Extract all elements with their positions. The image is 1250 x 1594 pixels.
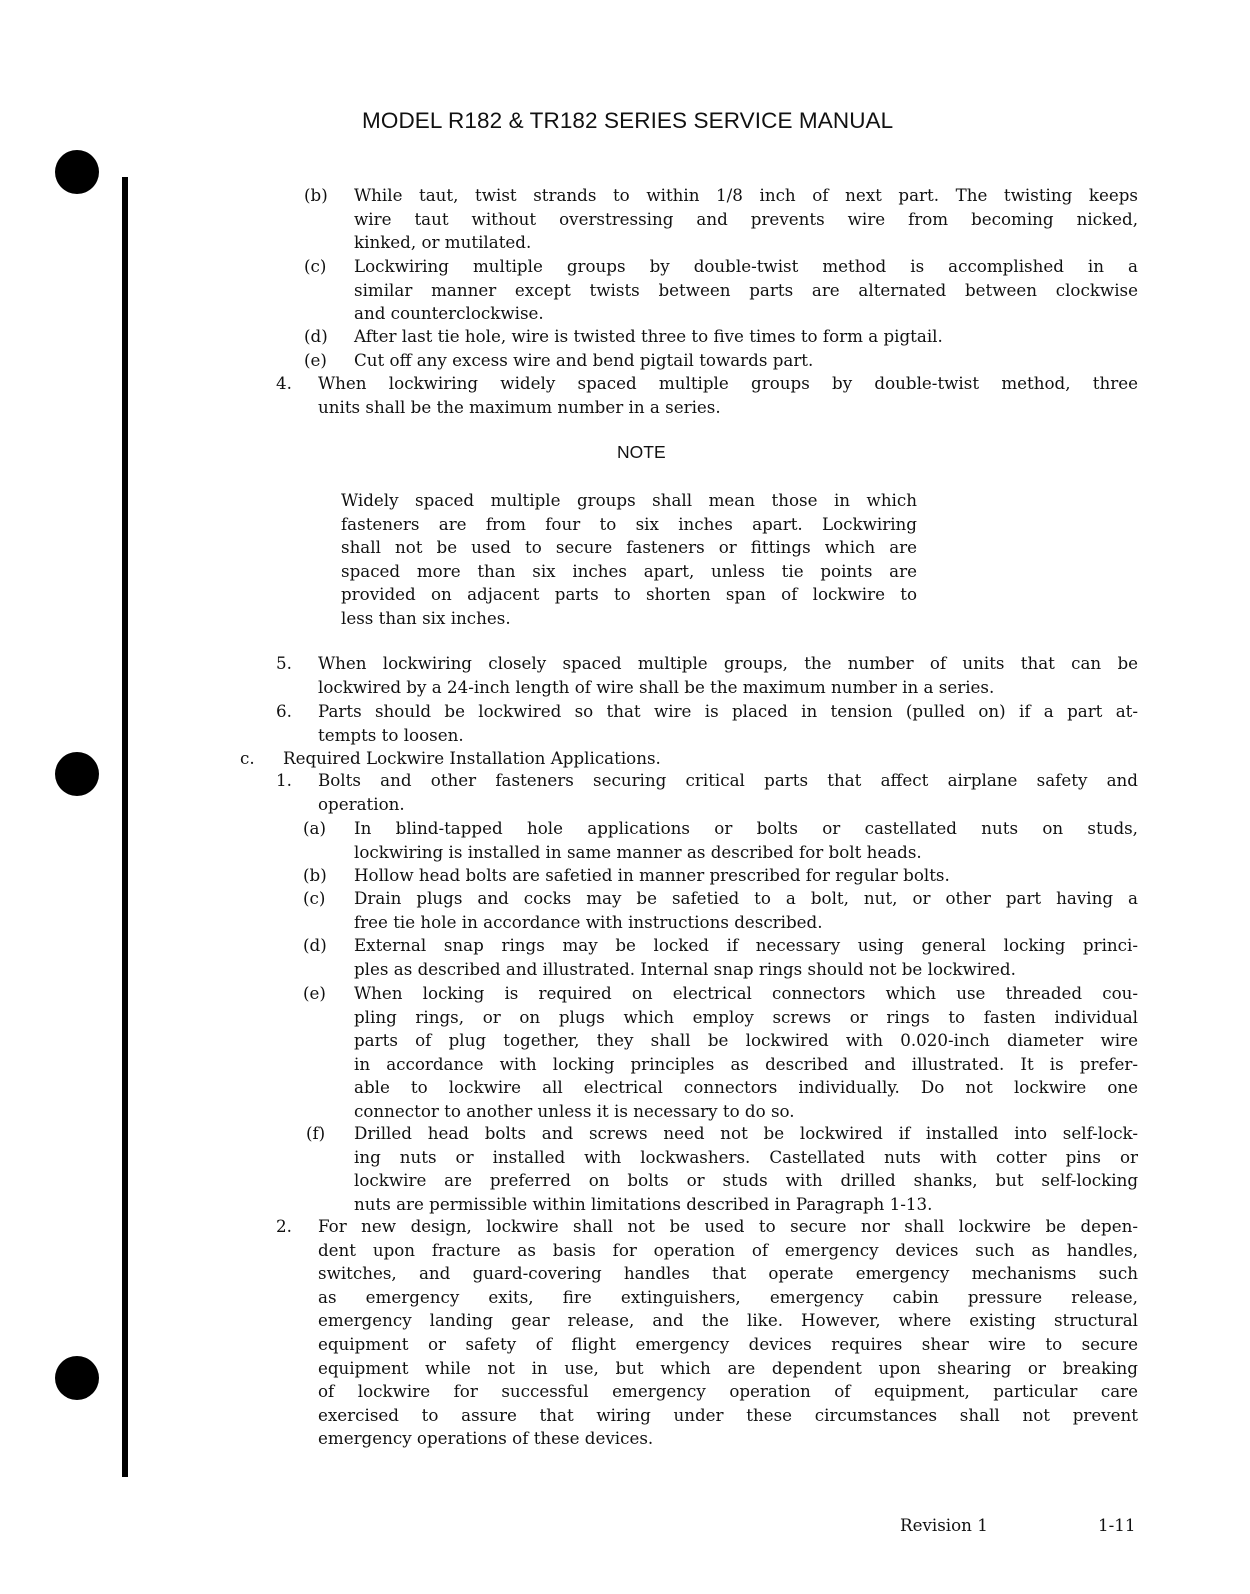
paragraph-line: When lockwiring closely spaced multiple groups, the number of units that can be bbox=[318, 653, 1138, 673]
item-label: 4. bbox=[276, 373, 292, 393]
paragraph-line: After last tie hole, wire is twisted three to five times to form a pigtail. bbox=[354, 326, 943, 346]
paragraph-line: In blind-tapped hole applications or bolts or castellated nuts on studs, bbox=[354, 818, 1138, 838]
page-title: MODEL R182 & TR182 SERIES SERVICE MANUAL bbox=[362, 108, 894, 133]
paragraph-line: Parts should be lockwired so that wire is placed in tension (pulled on) if a part at- bbox=[318, 701, 1138, 721]
binder-hole-middle bbox=[55, 752, 99, 796]
item-label: (e) bbox=[303, 983, 326, 1003]
paragraph-line: When lockwiring widely spaced multiple groups by double-twist method, three bbox=[318, 373, 1138, 393]
paragraph-line: in accordance with locking principles as described and illustrated. It is prefer- bbox=[354, 1053, 1138, 1074]
note-text-line: fasteners are from four to six inches apart. Lockwiring bbox=[341, 513, 917, 534]
paragraph-line: Hollow head bolts are safetied in manner prescribed for regular bolts. bbox=[354, 865, 950, 885]
paragraph-line: able to lockwire all electrical connectors individually. Do not lockwire one bbox=[354, 1077, 1138, 1098]
paragraph-line: lockwired by a 24-inch length of wire shall be the maximum number in a series. bbox=[318, 676, 995, 697]
paragraph-line: ples as described and illustrated. Internal snap rings should not be lockwired. bbox=[354, 958, 1016, 979]
paragraph-line: pling rings, or on plugs which employ screws or rings to fasten individual bbox=[354, 1006, 1138, 1027]
paragraph-line: connector to another unless it is necessary to do so. bbox=[354, 1101, 795, 1121]
paragraph-line: switches, and guard-covering handles that operate emergency mechanisms such bbox=[318, 1263, 1138, 1284]
note-text-line: less than six inches. bbox=[341, 608, 511, 628]
paragraph-line: similar manner except twists between parts are alternated between clockwise bbox=[354, 279, 1138, 300]
item-label: 1. bbox=[276, 770, 292, 790]
paragraph-line: Cut off any excess wire and bend pigtail towards part. bbox=[354, 350, 814, 370]
note-text-line: spaced more than six inches apart, unless tie points are bbox=[341, 560, 917, 581]
item-label: 2. bbox=[276, 1216, 292, 1236]
paragraph-line: equipment while not in use, but which are dependent upon shearing or breaking bbox=[318, 1357, 1138, 1378]
item-label: (a) bbox=[303, 818, 326, 838]
paragraph-line: Drain plugs and cocks may be safetied to a bolt, nut, or other part having a bbox=[354, 888, 1138, 908]
paragraph-line: lockwiring is installed in same manner as described for bolt heads. bbox=[354, 841, 922, 862]
page-number: 1-11 bbox=[1098, 1515, 1136, 1535]
paragraph-line: free tie hole in accordance with instructions described. bbox=[354, 911, 823, 932]
item-label: 5. bbox=[276, 653, 292, 673]
paragraph-line: While taut, twist strands to within 1/8 inch of next part. The twisting keeps bbox=[354, 185, 1138, 205]
binder-hole-bottom bbox=[55, 1356, 99, 1400]
paragraph-line: dent upon fracture as basis for operation of emergency devices such as handles, bbox=[318, 1239, 1138, 1260]
item-label: (c) bbox=[304, 256, 327, 276]
paragraph-line: parts of plug together, they shall be lockwired with 0.020-inch diameter wire bbox=[354, 1030, 1138, 1051]
note-text-line: shall not be used to secure fasteners or fittings which are bbox=[341, 537, 917, 558]
item-label: (c) bbox=[303, 888, 326, 908]
paragraph-line: equipment or safety of flight emergency devices requires shear wire to secure bbox=[318, 1334, 1138, 1354]
paragraph-line: Drilled head bolts and screws need not be lockwired if installed into self-lock- bbox=[354, 1123, 1138, 1143]
paragraph-line: operation. bbox=[318, 793, 405, 814]
paragraph-line: External snap rings may be locked if necessary using general locking princi- bbox=[354, 935, 1138, 955]
paragraph-line: wire taut without overstressing and prevents wire from becoming nicked, bbox=[354, 208, 1138, 229]
note-text-line: Widely spaced multiple groups shall mean those in which bbox=[341, 490, 917, 510]
paragraph-line: kinked, or mutilated. bbox=[354, 232, 532, 253]
paragraph-line: Bolts and other fasteners securing critical parts that affect airplane safety and bbox=[318, 770, 1138, 790]
item-label: (d) bbox=[304, 326, 328, 346]
item-label: (d) bbox=[303, 935, 327, 955]
paragraph-line: tempts to loosen. bbox=[318, 724, 464, 745]
item-label: (b) bbox=[304, 185, 328, 205]
revision-bar bbox=[122, 177, 128, 1477]
note-text-line: provided on adjacent parts to shorten span of lockwire to bbox=[341, 584, 917, 605]
paragraph-line: ing nuts or installed with lockwashers. Castellated nuts with cotter pins or bbox=[354, 1146, 1138, 1167]
paragraph-line: When locking is required on electrical connectors which use threaded cou- bbox=[354, 983, 1138, 1003]
paragraph-line: as emergency exits, fire extinguishers, emergency cabin pressure release, bbox=[318, 1286, 1138, 1307]
paragraph-line: exercised to assure that wiring under these circumstances shall not prevent bbox=[318, 1404, 1138, 1425]
note-heading: NOTE bbox=[617, 442, 666, 462]
item-label: (f) bbox=[306, 1123, 326, 1143]
paragraph-line: emergency operations of these devices. bbox=[318, 1428, 654, 1449]
item-label: c. bbox=[240, 748, 255, 768]
paragraph-line: Lockwiring multiple groups by double-twist method is accomplished in a bbox=[354, 256, 1138, 276]
item-label: 6. bbox=[276, 701, 292, 721]
binder-hole-top bbox=[55, 150, 99, 194]
paragraph-line: lockwire are preferred on bolts or studs with drilled shanks, but self-locking bbox=[354, 1170, 1138, 1191]
paragraph-line: units shall be the maximum number in a series. bbox=[318, 396, 721, 417]
paragraph-line: of lockwire for successful emergency operation of equipment, particular care bbox=[318, 1381, 1138, 1402]
paragraph-line: and counterclockwise. bbox=[354, 303, 544, 324]
revision-label: Revision 1 bbox=[900, 1515, 988, 1535]
paragraph-line: For new design, lockwire shall not be used to secure nor shall lockwire be depen- bbox=[318, 1216, 1138, 1236]
item-label: (e) bbox=[304, 350, 327, 370]
item-label: (b) bbox=[303, 865, 327, 885]
paragraph-line: Required Lockwire Installation Applications. bbox=[283, 748, 661, 768]
paragraph-line: emergency landing gear release, and the like. However, where existing structural bbox=[318, 1310, 1138, 1331]
paragraph-line: nuts are permissible within limitations described in Paragraph 1-13. bbox=[354, 1193, 933, 1214]
